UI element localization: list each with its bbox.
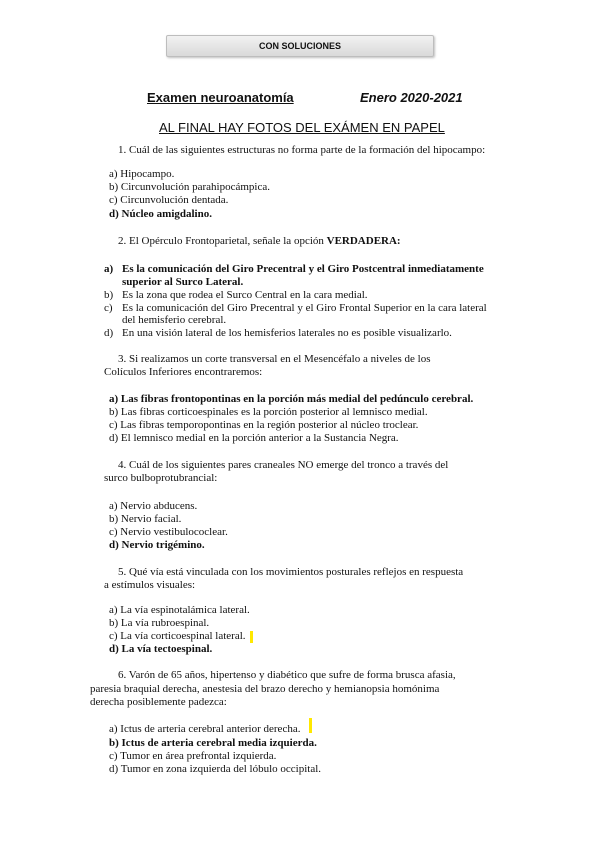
q6-option-c: c) Tumor en área prefrontal izquierda. (109, 750, 277, 762)
q2-option-c-line1: Es la comunicación del Giro Precentral y el Giro Frontal Superior en la cara lateral (122, 302, 487, 314)
question-2-stem (118, 235, 401, 248)
q6-option-b-correct: b) Ictus de arteria cerebral media izquierda. (109, 737, 317, 749)
q4-option-d-correct: d) Nervio trigémino. (109, 539, 205, 551)
q2-stem-text: 2. El Opérculo Frontoparietal, señale la opción (118, 235, 324, 247)
q2-stem-emphasis: VERDADERA: (326, 235, 401, 247)
q2-option-a-correct-line2: superior al Surco Lateral. (122, 276, 244, 288)
q1-option-d-correct: d) Núcleo amigdalino. (109, 208, 212, 220)
q1-option-c: c) Circunvolución dentada. (109, 194, 229, 206)
question-1-stem: 1. Cuál de las siguientes estructuras no forma parte de la formación del hipocampo: (118, 144, 486, 156)
question-6-stem-line1: 6. Varón de 65 años, hipertenso y diabético que sufre de forma brusca afasia, (118, 669, 456, 681)
q2-option-c-line2: del hemisferio cerebral. (122, 314, 227, 326)
q1-option-b: b) Circunvolución parahipocámpica. (109, 181, 270, 193)
highlight-mark (250, 631, 253, 643)
highlight-mark (309, 718, 312, 733)
q5-option-d-correct: d) La vía tectoespinal. (109, 643, 213, 655)
q5-option-b: b) La vía rubroespinal. (109, 617, 210, 629)
q2-option-b-label: b) (104, 289, 114, 301)
q1-option-a: a) Hipocampo. (109, 168, 175, 180)
exam-title: Examen neuroanatomía (147, 90, 294, 105)
question-6-stem-line3: derecha posiblemente padezca: (90, 696, 227, 708)
q2-option-c-label: c) (104, 302, 113, 314)
q4-option-c: c) Nervio vestibulococlear. (109, 526, 228, 538)
q2-option-b: Es la zona que rodea el Surco Central en la cara medial. (122, 289, 368, 301)
q3-option-b: b) Las fibras corticoespinales es la porción posterior al lemnisco medial. (109, 406, 428, 418)
q4-option-b: b) Nervio facial. (109, 513, 182, 525)
q2-option-d-label: d) (104, 327, 114, 339)
q6-option-d: d) Tumor en zona izquierda del lóbulo occipital. (109, 763, 322, 775)
question-4-stem-line2: surco bulboprotubrancial: (104, 472, 218, 484)
q3-option-a-correct: a) Las fibras frontopontinas en la porción más medial del pedúnculo cerebral. (109, 393, 474, 405)
question-5-stem-line1: 5. Qué vía está vinculada con los movimientos posturales reflejos en respuesta (118, 566, 464, 578)
q3-option-d: d) El lemnisco medial en la porción anterior a la Sustancia Negra. (109, 432, 399, 444)
q5-option-a: a) La vía espinotalámica lateral. (109, 604, 250, 616)
question-3-stem-line2: Colículos Inferiores encontraremos: (104, 366, 263, 378)
question-5-stem-line2: a estímulos visuales: (104, 579, 196, 591)
q6-option-a: a) Ictus de arteria cerebral anterior derecha. (109, 723, 301, 735)
q2-option-a-correct-line1: Es la comunicación del Giro Precentral y el Giro Postcentral inmediatamente (122, 263, 484, 275)
solutions-banner: CON SOLUCIONES (166, 35, 434, 57)
q2-option-a-label: a) (104, 263, 114, 275)
paper-photos-note: AL FINAL HAY FOTOS DEL EXÁMEN EN PAPEL (159, 120, 445, 135)
q2-option-d: En una visión lateral de los hemisferios laterales no es posible visualizarlo. (122, 327, 452, 339)
question-6-stem-line2: paresia braquial derecha, anestesia del brazo derecho y hemianopsia homónima (90, 683, 440, 695)
q3-option-c: c) Las fibras temporopontinas en la región posterior al núcleo troclear. (109, 419, 419, 431)
q4-option-a: a) Nervio abducens. (109, 500, 198, 512)
exam-date: Enero 2020-2021 (360, 90, 463, 105)
question-3-stem-line1: 3. Si realizamos un corte transversal en el Mesencéfalo a niveles de los (118, 353, 431, 365)
question-4-stem-line1: 4. Cuál de los siguientes pares craneales NO emerge del tronco a través del (118, 459, 449, 471)
q5-option-c: c) La vía corticoespinal lateral. (109, 630, 246, 642)
